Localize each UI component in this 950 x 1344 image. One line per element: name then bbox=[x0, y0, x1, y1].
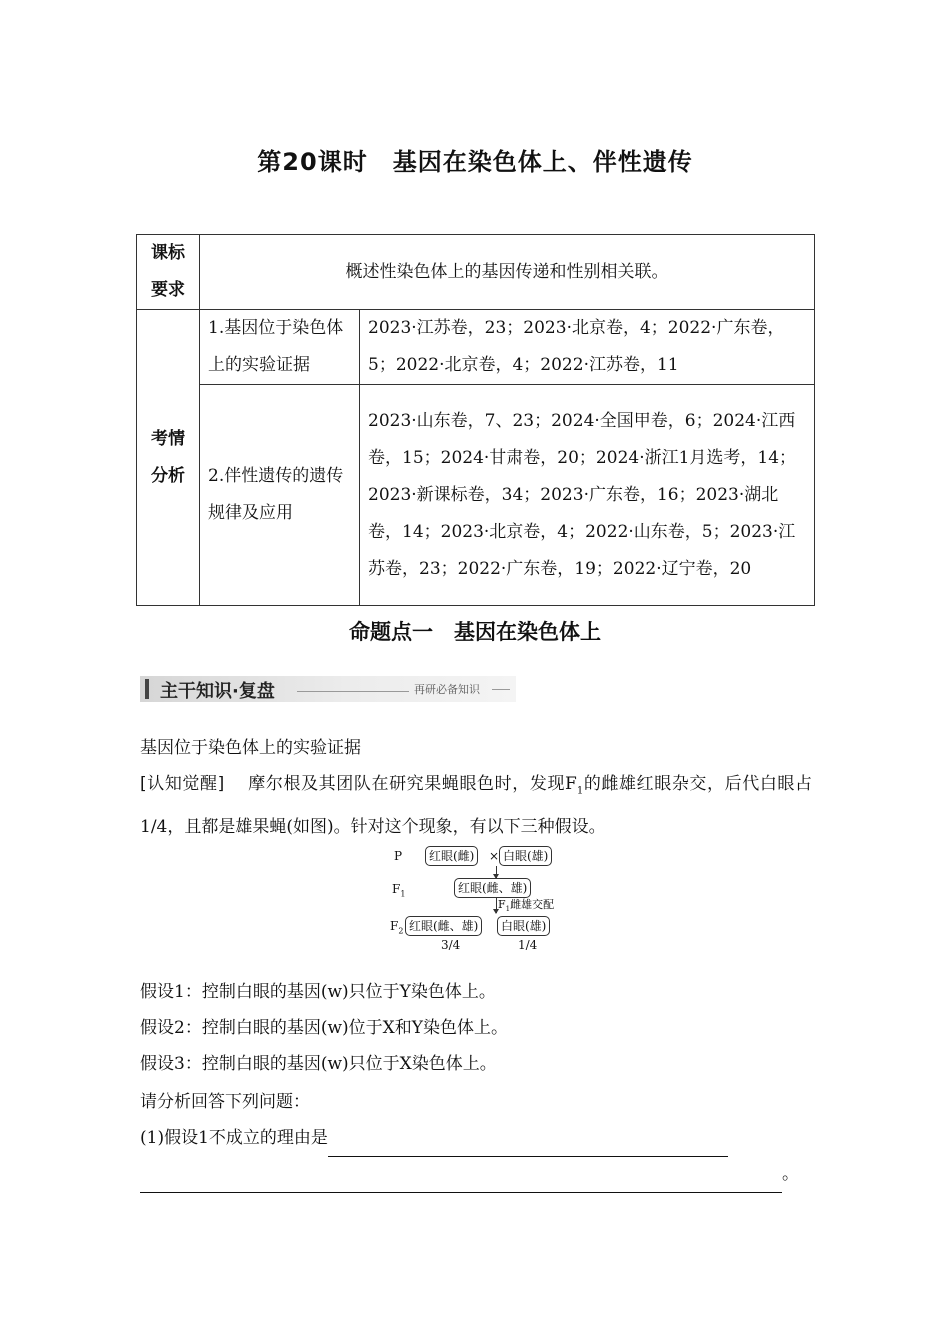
intro-tag: [认知觉醒] bbox=[140, 774, 225, 794]
f1-note-text: F bbox=[498, 898, 506, 911]
req-header: 课标 要求 bbox=[137, 235, 200, 310]
f2-left-box: 红眼(雌、雄) bbox=[405, 916, 482, 936]
table-row bbox=[137, 385, 815, 606]
topic-cell: 1.基因位于染色体上的实验证据 bbox=[200, 310, 360, 385]
hypothesis-2: 假设2：控制白眼的基因(w)位于X和Y染色体上。 bbox=[140, 1018, 508, 1038]
hypothesis-1: 假设1：控制白眼的基因(w)只位于Y染色体上。 bbox=[140, 982, 496, 1002]
answer-blank[interactable] bbox=[328, 1136, 728, 1157]
req-text: 概述性染色体上的基因传递和性别相关联。 bbox=[200, 235, 815, 310]
content-heading: 基因位于染色体上的实验证据 bbox=[140, 738, 361, 758]
cross-diagram bbox=[385, 845, 575, 955]
section-title: 命题点一 基因在染色体上 bbox=[349, 620, 601, 644]
f1-sub: 1 bbox=[400, 889, 406, 899]
f1-label bbox=[392, 880, 405, 903]
curriculum-table bbox=[136, 234, 815, 606]
question-1 bbox=[140, 1120, 812, 1157]
table-row bbox=[137, 310, 815, 385]
p-label: P bbox=[394, 849, 403, 863]
p-female-box: 红眼(雌) bbox=[425, 846, 478, 866]
topic-cell: 2.伴性遗传的遗传规律及应用 bbox=[200, 385, 360, 606]
hypothesis-3: 假设3：控制白眼的基因(w)只位于X染色体上。 bbox=[140, 1054, 497, 1074]
banner-label: 主干知识·复盘 bbox=[160, 681, 275, 702]
question-prompt: 请分析回答下列问题： bbox=[140, 1092, 310, 1112]
f1-text: F bbox=[392, 882, 401, 896]
f2-right-box: 白眼(雄) bbox=[497, 916, 550, 936]
f2-left-ratio: 3/4 bbox=[441, 938, 461, 952]
f2-sub: 2 bbox=[398, 926, 404, 936]
question-1-text: (1)假设1不成立的理由是 bbox=[140, 1128, 328, 1148]
intro-paragraph bbox=[140, 766, 812, 846]
f1-note bbox=[498, 896, 554, 918]
sources-cell: 2023·山东卷，7、23；2024·全国甲卷，6；2024·江西卷，15；2024·甘肃卷，20；2024·浙江1月选考，14；2023·新课标卷，34；2023·广东卷，16；2023·湖北卷，14；2023·北京卷，4；2022·山东卷，5；2023·江苏卷，23；2022·广东卷，19；2022·辽宁卷，20 bbox=[360, 385, 815, 606]
banner-divider bbox=[297, 691, 409, 692]
banner-bar bbox=[145, 679, 149, 699]
answer-blank[interactable] bbox=[140, 1172, 782, 1193]
f1-note-sub: 1 bbox=[505, 905, 511, 914]
analysis-header: 考情 分析 bbox=[137, 310, 200, 606]
end-mark: 。 bbox=[782, 1164, 799, 1184]
page-title: 第20课时 基因在染色体上、伴性遗传 bbox=[257, 148, 693, 176]
f1-box: 红眼(雌、雄) bbox=[454, 878, 531, 898]
section-banner bbox=[140, 676, 516, 702]
banner-divider bbox=[492, 689, 510, 690]
banner-right-text: 再研必备知识 bbox=[414, 683, 480, 696]
table-row bbox=[137, 235, 815, 310]
intro-sub: 1 bbox=[576, 785, 584, 797]
f2-right-ratio: 1/4 bbox=[518, 938, 538, 952]
intro-text: 摩尔根及其团队在研究果蝇眼色时，发现F bbox=[248, 774, 577, 794]
f2-text: F bbox=[390, 919, 399, 933]
p-male-box: 白眼(雄) bbox=[499, 846, 552, 866]
intro-text: 的雌雄红眼杂交，后代白眼占1/4，且都是雄果蝇(如图)。针对这个现象，有以下三种假设。 bbox=[140, 774, 813, 838]
question-1-continued bbox=[140, 1156, 812, 1193]
cross-symbol: × bbox=[489, 849, 500, 863]
f1-note-text: 雌雄交配 bbox=[510, 898, 555, 911]
f2-label bbox=[390, 917, 403, 940]
sources-cell: 2023·江苏卷，23；2023·北京卷，4；2022·广东卷，5；2022·北京卷，4；2022·江苏卷，11 bbox=[360, 310, 815, 385]
